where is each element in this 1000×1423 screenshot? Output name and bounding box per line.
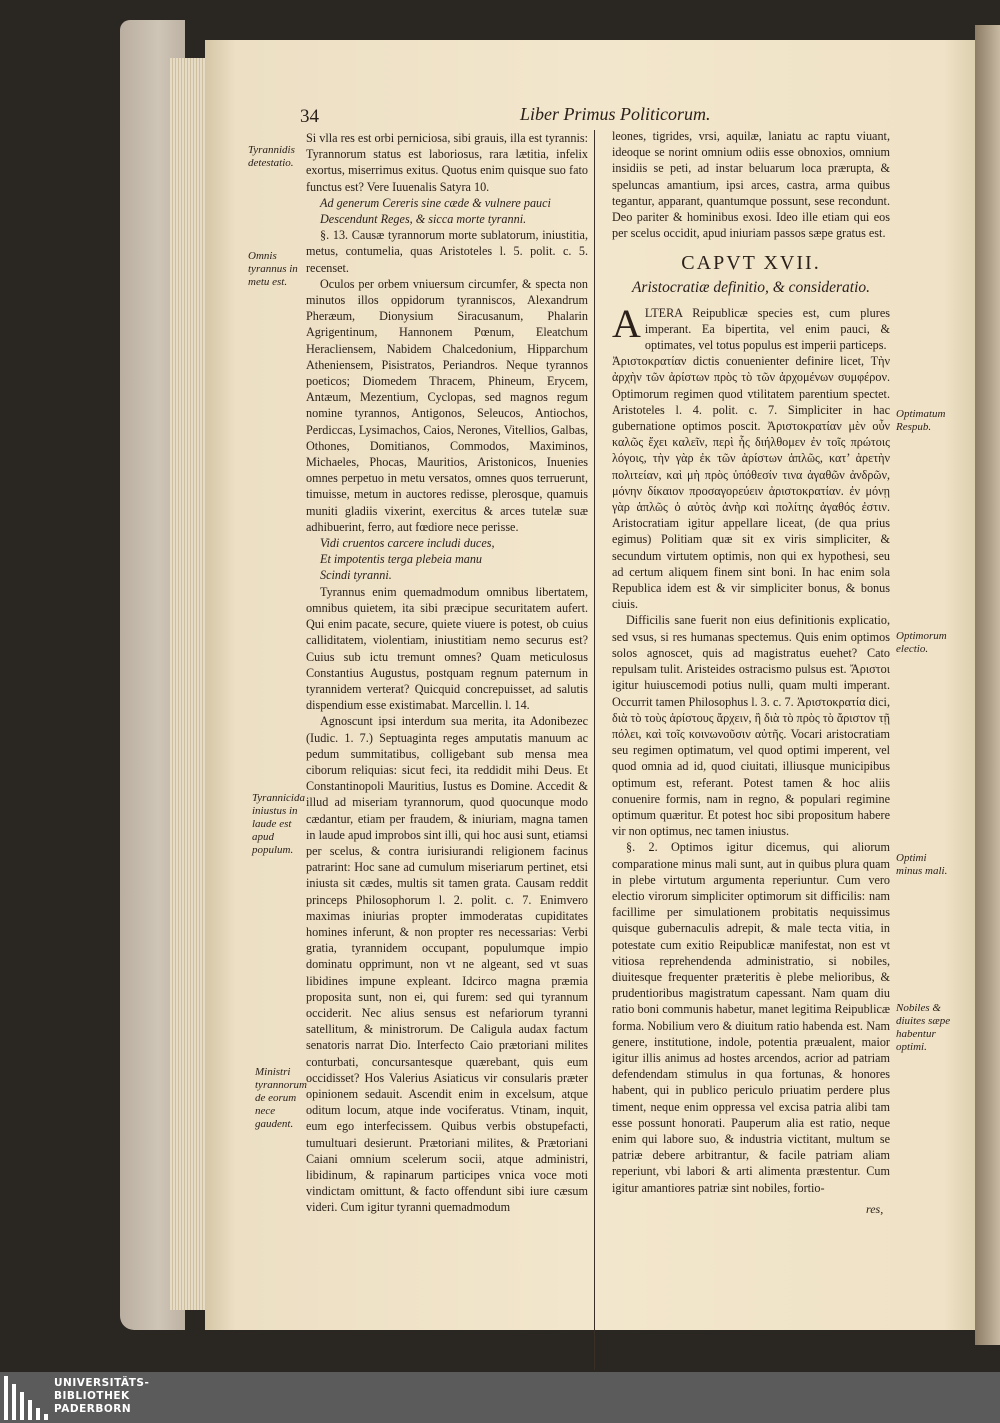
page-number: 34 [300, 106, 319, 127]
verse-line: Vidi cruentos carcere includi duces, [320, 536, 495, 551]
logo-line: UNIVERSITÄTS- [54, 1377, 150, 1389]
catchword: res, [866, 1202, 884, 1216]
dropcap: A [612, 300, 641, 346]
library-logo-icon [4, 1376, 48, 1420]
paragraph: Difficilis sane fuerit non eius definitionis explicatio, sed vsus, si res humanas spectemus. Quis enim optimos solos agnoscet, quis ad magistratus euehet? Cato repulsam tulit. Aristeides ostracismo pulsus est. Ἄριστοι igitur huiuscemodi potius nulli, quam multi imperant. Occurrit tamen Philosophus l. 3. c. 7. Ἀριστοκρατία dici, διὰ τὸ τοὺς ἀρίστους ἄρχειν, ἢ διὰ τὸ πρὸς τὸ ἄριστον τῇ πόλει, καὶ τοῖς κοινωνοῦσιν αὐτῆς. Vocari aristocratiam seu regimen optimatum, vel quod optimi imperent, vel quod omnia ad id, quod ciuitati, illiusque municipibus optimum est, referant. Potest tamen & hoc aliis conuenire formis, nam in regno, & populari regimine optimum quæritur. Et potest hoc sibi propositum habere vir non optimus, nec tamen iniustus. [612, 613, 890, 839]
margin-note: Nobiles & diuites sæpe habentur optimi. [896, 1002, 951, 1053]
paragraph: Oculos per orbem vniuersum circumfer, & specta non minutos illos oppidorum tyranniscos, Alexandrum Pheræum, Dionysium Siracusanum, Phalarin Agrigentinum, Hannonem Pœnum, Eleatchum Heracliensem, Nabidem Chalcedonium, Hipparchum Atheniensem, Pisistratos, Periandros. Neque tyrannos poeticos; Diomedem Thracem, Phineum, Erycem, Antæum, Mezentium, Cyclopas, sed magnos regum nomine tyrannos, Antigonos, Seleucos, Antiochos, Perdiccas, Lysimachos, Caios, Nerones, Vitellios, Galbas, Othones, Domitianos, Commodos, Maximinos, Michaeles, Phocas, Mauritios, Aristonicos, Inuenies omnes perpetuo in metu versatos, omnes quos terruerunt, timuisse, metum in auctores redisse, plerosque, quamuis muniti gladiis vixerint, exercitus & arces tutelæ suæ adhibuerint, ferro, aut fœdiore nece perisse. [306, 276, 588, 534]
verse-line: Descendunt Reges, & sicca morte tyranni. [320, 212, 527, 227]
paragraph: Agnoscunt ipsi interdum sua merita, ita Adonibezec (Iudic. 1. 7.) Septuaginta reges amputatis manuum ac pedum summitatibus, colligebant sub mensa mea ciborum reliquias: sicut feci, ita reddidit mihi Deus. Et Constantinopoli Mauritius, Iustus es Domine. Accedit & illud ad miseriam tyrannorum, quod quocunque modo cædantur, etiam per fraudem, & iniuriam, magna tamen in laude apud improbos sint illi, qui hoc ausi sunt, etiamsi per scelus, & contra iurisiurandi religionem facinus patrarint: Hoc sane ad cumulum miseriarum pertinet, etsi iniusta sit cædes, multis sit tamen grata. Causam reddit princeps Philosophorum l. 2. polit. c. 7. Enimvero maximas iniurias propter immoderatas cupiditates homines inferunt, & non propter res necessarias: Verbi gratia, tyrannidem occupant, populumque impio dominatu opprimunt, non vt ne algeant, sed vt suas libidines impune expleant. Idcirco magna præmia proposita sunt, non ei, qui furem: sed qui tyrannum occiderit. Nec alius sensus est nefariorum tyranni satellitum, & ministrorum. De Caligula audax factum senatoris narrat Dio. Interfecto Caio prætoriani milites conturbati, concursantesque quærebant, quis eum occidisset? Hos Valerius Asiaticus vir consularis præter opinionem sedauit. Ascendit enim in excelsum, atque oditum locum, atque inde vociferatus. Vtinam, inquit, eum ego interfecissem. Quibus verbis obstupefacti, tumultuari desierunt. Prætoriani milites, & Prætoriani Caiani omnium scelerum socii, atque administri, libidinum, & rapinarum participes vnica voce moti vindictam omittunt, & facto offendunt sibi iure cæsum videri. Cum igitur tyranni quemadmodum [306, 714, 588, 1215]
paragraph: Ἀριστοκρατίαν dictis conuenienter definire licet, Τὴν ἀρχὴν τῶν ἀρίστων πρὸς τὸ τῶν ἀρχομένων συμφέρον. Optimorum regimen quod vtilitatem parentium spectet. Aristoteles l. 4. polit. c. 7. Simpliciter in hac gubernatione optimos poscit. Ἀριστοκρατίαν μὲν οὖν καλῶς ἔχει καλεῖν, περὶ ἧς διήλθομεν ἐν τοῖς πρώτοις λόγοις, τὴν γὰρ ἐκ τῶν ἀρίστων ἁπλῶς, κατ’ ἀρετὴν πολιτείαν, καὶ μὴ πρὸς ὑπόθεσίν τινα ἀγαθῶν ἀνδρῶν, μόνην δίκαιον προσαγορεύειν ἀριστοκρατίαν. ἐν μόνῃ γὰρ ἁπλῶς ὁ αὐτὸς ἀνὴρ καὶ πολίτης ἀγαθός ἐστιν. Aristocratiam igitur appellare liceat, (de qua prius egimus) Politiam quæ sit ex viris simpliciter, & secundum virtutem optimis, non qui ex hypothesi, seu ad certum aliquem finem sint boni. In hac enim sola Republica idem est & vir simpliciter bonus, & bonus ciuis. [612, 354, 890, 612]
column-rule [594, 130, 595, 1370]
paragraph: Si vlla res est orbi perniciosa, sibi grauis, illa est tyrannis: Tyrannorum status est laboriosus, rara lætitia, infelix exortus, miserrimus exitus. Quotus enim quisque suo fato functus est? Vere Iuuenalis Satyra 10. [306, 131, 588, 194]
verse-line: Et impotentis terga plebeia manu [320, 552, 483, 567]
page-header [300, 106, 900, 130]
margin-note: Omnis tyrannus in metu est. [248, 250, 298, 288]
margin-note: Optimi minus mali. [896, 852, 948, 877]
chapter-heading: CAPVT XVII. [681, 252, 821, 275]
logo-line: BIBLIOTHEK [54, 1390, 130, 1402]
running-head: Liber Primus Politicorum. [520, 104, 711, 124]
paragraph-with-dropcap [612, 300, 890, 354]
chapter-subtitle: Aristocratiæ definitio, & consideratio. [631, 278, 871, 296]
logo-line: PADERBORN [54, 1403, 132, 1415]
paragraph: §. 13. Causæ tyrannorum morte sublatorum, iniustitia, metus, contumelia, quas Aristoteles l. 5. polit. c. 5. recenset. [306, 228, 588, 275]
paragraph-text: LTERA Reipublicæ species est, cum plures imperant. Ea bipertita, vel enim pauci, & optimates, vel totus populus est imperii particeps. [644, 305, 890, 353]
margin-note: Tyrannidis detestatio. [248, 144, 295, 169]
library-footer-bar [0, 1372, 1000, 1423]
right-text-column [612, 128, 890, 1196]
paragraph: §. 2. Optimos igitur dicemus, qui aliorum comparatione minus mali sunt, aut in quibus plura quam in plebe virtutum argumenta reperiuntur. Cum vero electio virorum simpliciter optimorum sit difficilis: nam facillime per simulationem probitatis nequissimus quisque gubernaculis adrepit, & male tecta vitia, in potestate cum exitio Reipublicæ manifestat, non est vt vitiosa reprehendenda administratio, si nobiles, diuitesque frequenter præteritis è plebe melioribus, & prudentioribus magistratum capessant. Nam quam diu ratio boni communis habetur, manet legitima Reipublicæ forma. Nobilium vero & diuitum ratio habenda est. Nam genere, institutione, indole, potentia præualent, maior igitur illis animus ad hostes arcendos, acrior ad patriam defendendam stimulus in qua fortunas, & honores habent, qui in publico periculo priuatim perdere plus timent, neque enim oppressa vel excisa patria alibi tam esse possunt honorati. Pauperum alia est ratio, neque enim qui labore suo, & industria victitant, multum se patriæ debere arbitrantur, & facile patriam aliam reperiunt, vbi labori & arti alimenta præstentur. Cum igitur amantiores patriæ sint nobiles, fortio- [612, 840, 890, 1195]
paragraph: leones, tigrides, vrsi, aquilæ, laniatu ac raptu viuant, ideoque se norint omnium odiis esse obnoxios, omnium insidiis se peti, ad instar beluarum loca prærupta, & speluncas amantium, ipsi arces, castra, arma quibus tegantur, apparant, quantumque possunt, sese recondunt. Deo pariter & hominibus exosi. Ideo ille etiam qui eos per scelus occidit, apud iniuriam passos sæpe gratus est. [612, 129, 890, 241]
library-logo-text [54, 1377, 149, 1416]
verse-line: Scindi tyranni. [320, 568, 392, 583]
verse-line: Ad generum Cereris sine cæde & vulnere pauci [320, 195, 551, 210]
margin-note: Optimorum electio. [896, 630, 947, 655]
margin-note: Ministri tyrannorum de eorum nece gaudent. [255, 1066, 307, 1130]
paragraph: Tyrannus enim quemadmodum omnibus libertatem, omnibus quietem, ita sibi præcipue securitatem aufert. Qui enim pacate, secure, quiete viuere is potest, ob cuius calliditatem, violentiam, iniustitiam nemo securus est? Cuius sub ictu tremunt omnes? Quam meticulosus Constantius Augustus, postquam regnum paternum in tyrannidem verterat? Quicquid concrepuisset, ad salutis dispendium esse existimabat. Marcellin. l. 14. [306, 584, 588, 713]
left-text-column [306, 130, 588, 1216]
margin-note: Tyrannicida iniustus in laude est apud populum. [252, 792, 305, 856]
page-edges [170, 58, 210, 1310]
margin-note: Optimatum Respub. [896, 408, 946, 433]
book-gutter [975, 25, 1000, 1345]
